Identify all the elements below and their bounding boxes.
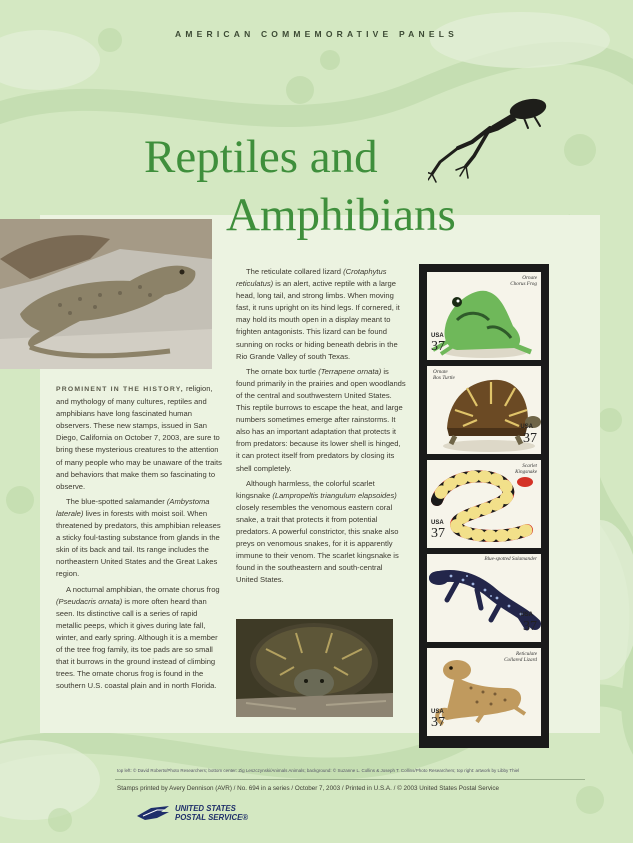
stamp-name-line: Box Turtle (433, 375, 455, 381)
stamp-country: USA (431, 709, 444, 715)
usps-line: UNITED STATES (175, 804, 236, 813)
stamp-country: USA (431, 333, 444, 339)
box-turtle-photo (236, 619, 393, 717)
footer-divider (115, 779, 585, 780)
scientific-name: (Lampropeltis triangulum elapsoides) (272, 490, 397, 500)
stamp-country: USA (520, 612, 533, 618)
stamp-salamander (427, 554, 541, 642)
stamp-strip (419, 264, 549, 748)
photo-credits: top left: © David Roberts/Photo Researchers; bottom center: Zig Leszczynski/Animals Animals; background: © Suzanne L. Collins & Joseph T. Collins/Photo Researchers; top right: artwork by Libby Thiel (117, 768, 520, 773)
stamp-name (485, 463, 537, 475)
paragraph-text: is more often heard than seen. Its distinctive call is a series of rapid metallic peeps, which it gives during late fall, winter, and early spring. Although it is a member of the tree frog family, its toe pads are so small that it burrows in the ground instead of climbing trees. The ornate chorus frog is found in the southern U.S. coastal plain and in north Florida. (56, 596, 218, 691)
right-text-column (236, 266, 406, 589)
paragraph-text: A nocturnal amphibian, the ornate chorus frog (66, 584, 220, 594)
stamp-name-line: Kingsnake (515, 469, 537, 475)
stamp-name-line: Ornate (433, 369, 448, 375)
stamp-value: 37 (431, 339, 445, 354)
scientific-name: (Crotaphytus reticulatus) (236, 267, 387, 289)
paragraph-text: The reticulate collared lizard (246, 267, 344, 276)
paragraph-text: is found primarily in the prairies and open woodlands of the central and southwestern United States. This reptile burrows to escape the heat, and large numbers sometimes emerge after rainstorms. It also has an important adaptation that protects it from predators: because its lower shell is hinged, it can protect itself from predators by closing its shell completely. (236, 366, 406, 473)
stamp-kingsnake (427, 460, 541, 548)
stamp-collared-lizard (427, 648, 541, 736)
paragraph-text: lives in forests with moist soil. When threatened by predators, this amphibian releases a sticky foul-tasting substance from glands in the skin of its back and tail. Its range includes the northeastern United States and the Great Lakes region. (56, 508, 221, 579)
left-text-column (56, 383, 222, 695)
stamp-country: USA (520, 424, 533, 430)
stamp-name-line: Chorus Frog (510, 281, 537, 287)
paragraph-text: is an alert, active reptile with a large head, long tail, and strong limbs. When moving fast, it runs upright on its hind legs. If cornered, it may hold its mouth open in a display meant to frighten antagonists. This lizard can be found sunning on rocks or hiding beneath debris in the Rio Grande Valley of south Texas. (236, 279, 400, 361)
usps-line: POSTAL SERVICE® (175, 812, 249, 822)
stamp-name-line: Collared Lizard (504, 657, 537, 663)
stamp-value: 37 (523, 431, 537, 446)
scientific-name: (Pseudacris ornata) (56, 596, 123, 606)
stamp-chorus-frog (427, 272, 541, 360)
stamp-name (485, 275, 537, 287)
usps-eagle-logo-icon (135, 804, 171, 822)
paragraph-text: closely resembles the venomous eastern coral snake, a trait that protects it from potential predators. A powerful constrictor, this snake also preys on venomous snakes, for it is apparently immune to their venom. The scarlet kingsnake is found in the southeastern and south-central United States. (236, 502, 399, 585)
scientific-name: (Ambystoma laterale) (56, 496, 210, 518)
stamp-country: USA (431, 520, 444, 526)
stamp-name-line: Scarlet (522, 463, 537, 469)
paragraph: religion, and mythology of many cultures, reptiles and amphibians have long fascinated human observers. These new stamps, issued in San Diego, California on October 7, 2003, are sure to bring these mysterious creatures to the attention of many people who may be unaware of the traits and behaviors that make them so fascinating to observe. (56, 384, 222, 491)
usps-wordmark (175, 805, 248, 822)
printing-info: Stamps printed by Avery Dennison (AVR) / No. 694 in a series / October 7, 2003 / Printed in U.S.A. / © 2003 United States Postal Service (117, 785, 500, 792)
stamp-name (447, 556, 537, 562)
series-title: AMERICAN COMMEMORATIVE PANELS (175, 29, 458, 39)
stamp-name-line: Blue-spotted Salamander (484, 556, 537, 562)
stamp-name-line: Ornate (522, 275, 537, 281)
paragraph-text: Although harmless, the colorful scarlet kingsnake (236, 478, 375, 500)
stamp-name (485, 651, 537, 663)
page-title-line2: Amphibians (226, 189, 456, 241)
scientific-name: (Terrapene ornata) (318, 366, 382, 376)
page-title-line1: Reptiles and (144, 131, 378, 183)
stamp-box-turtle (427, 366, 541, 454)
stamp-value: 37 (431, 715, 445, 730)
stamp-name-line: Reticulate (515, 651, 537, 657)
paragraph-text: The blue-spotted salamander (66, 496, 167, 506)
lizard-photo (0, 219, 212, 369)
lead-caps: PROMINENT IN THE HISTORY, (56, 386, 184, 393)
stamp-value: 37 (431, 526, 445, 541)
frog-silhouette-icon (428, 96, 554, 184)
stamp-value: 37 (523, 619, 537, 634)
stamp-name (433, 369, 485, 381)
paragraph-text: The ornate box turtle (246, 366, 319, 376)
